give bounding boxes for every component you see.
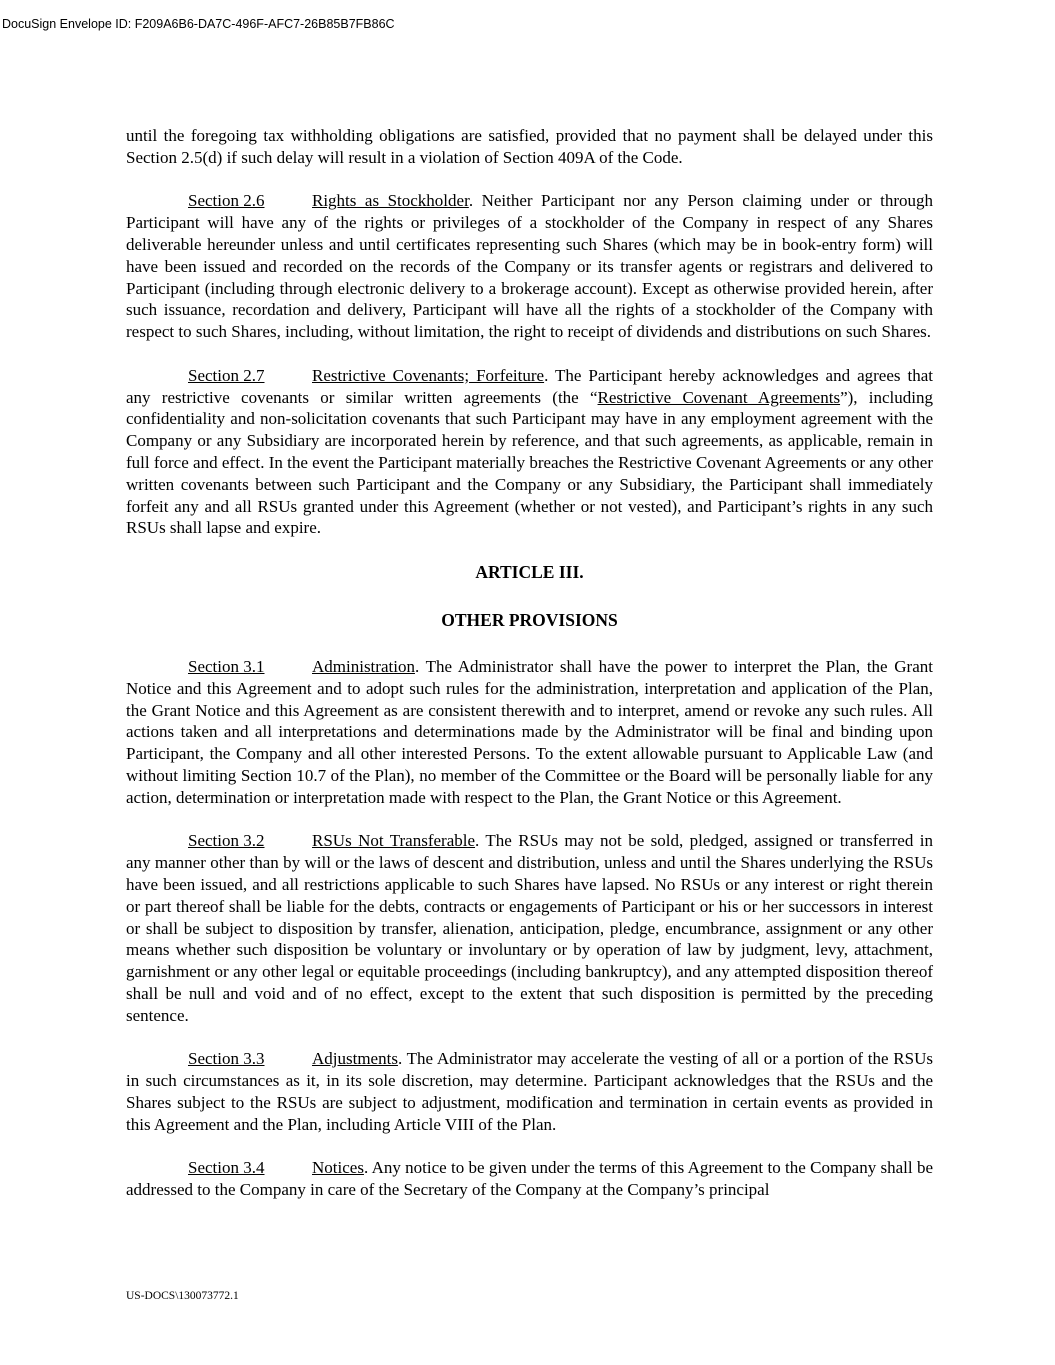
document-page — [126, 125, 933, 1223]
section-number: Section 2.7 — [188, 365, 265, 385]
section-title: Rights as Stockholder — [312, 191, 469, 211]
section-title: Notices — [312, 1158, 364, 1178]
article-heading: ARTICLE III. — [475, 561, 584, 582]
section-3-4 — [126, 1157, 933, 1201]
section-body: . The RSUs may not be sold, pledged, assigned or transferred in any manner other than by will or the laws of descent and distribution, unless and until the Shares underlying the RSUs have been issued, and all restrictions applicable to such Shares have lapsed. No RSUs or any interest or right therein or part thereof shall be liable for the debts, contracts or engagements of Participant or his or her successors in interest or shall be subject to disposition by transfer, alienation, anticipation, pledge, encumbrance, assignment or any other means whether such disposition be voluntary or involuntary or by operation of law by judgment, levy, attachment, garnishment or any other legal or equitable proceedings (including bankruptcy), and any attempted disposition thereof shall be null and void and of no effect, except to the extent that such disposition is permitted by the preceding sentence. — [126, 831, 933, 1025]
section-3-3 — [126, 1048, 933, 1135]
section-3-1 — [126, 656, 933, 809]
section-body: . The Participant hereby acknowledges and agrees that any restrictive covenants or similar written agreements (the “ — [126, 365, 933, 407]
section-number: Section 2.6 — [188, 191, 265, 211]
section-title: RSUs Not Transferable — [312, 831, 476, 851]
section-number: Section 3.1 — [188, 656, 265, 676]
article-title: OTHER PROVISIONS — [441, 609, 618, 630]
section-number: Section 3.4 — [188, 1158, 265, 1178]
defined-term: Restrictive Covenant Agreements — [597, 387, 841, 407]
section-title: Adjustments — [312, 1049, 398, 1069]
section-body-cont: ”), including confidentiality and non-solicitation covenants that such Participant may have in any employment agreement with the Company or any Subsidiary are incorporated herein by reference, and that such agreements, as applicable, remain in full force and effect. In the event the Participant materially breaches the Restrictive Covenant Agreements or any other written covenants between such Participant and the Company or any Subsidiary, the Participant shall immediately forfeit any and all RSUs granted under this Agreement (whether or not vested), and Participant’s rights in any such RSUs shall lapse and expire. — [126, 387, 933, 538]
section-3-2 — [126, 830, 933, 1026]
envelope-id: DocuSign Envelope ID: F209A6B6-DA7C-496F-AFC7-26B85B7FB86C — [2, 17, 395, 31]
section-number: Section 3.2 — [188, 831, 265, 851]
section-body: . The Administrator shall have the power to interpret the Plan, the Grant Notice and this Agreement and to adopt such rules for the administration, interpretation and application of the Plan, the Grant Notice and this Agreement as are consistent therewith and to interpret, amend or revoke any such rules. All actions taken and all interpretations and determinations made by the Administrator will be final and binding upon Participant, the Company and all other interested Persons. To the extent allowable pursuant to Applicable Law (and without limiting Section 10.7 of the Plan), no member of the Committee or the Board will be personally liable for any action, determination or interpretation made with respect to the Plan, the Grant Notice or this Agreement. — [126, 656, 933, 807]
section-body: . Neither Participant nor any Person claiming under or through Participant will have any of the rights or privileges of a stockholder of the Company in respect of any Shares deliverable hereunder unless and until certificates representing such Shares (which may be in book-entry form) will have been issued and recorded on the records of the Company or its transfer agents or registrars and delivered to Participant (including through electronic delivery to a brokerage account). Except as otherwise provided herein, after such issuance, recordation and delivery, Participant will have all the rights of a stockholder of the Company with respect to such Shares, including, without limitation, the right to receipt of dividends and distributions on such Shares. — [126, 191, 934, 342]
footer-doc-id: US-DOCS\130073772.1 — [126, 1290, 239, 1302]
section-number: Section 3.3 — [188, 1049, 265, 1069]
section-2-6 — [126, 190, 933, 343]
continuation-paragraph: until the foregoing tax withholding obligations are satisfied, provided that no payment shall be delayed under this Section 2.5(d) if such delay will result in a violation of Section 409A of the Code. — [126, 126, 933, 167]
section-2-7 — [126, 365, 933, 539]
section-title: Restrictive Covenants; Forfeiture — [312, 365, 545, 385]
section-body: . Any notice to be given under the terms of this Agreement to the Company shall be addressed to the Company in care of the Secretary of the Company at the Company’s principal — [126, 1158, 933, 1200]
section-body: . The Administrator may accelerate the vesting of all or a portion of the RSUs in such circumstances as it, in its sole discretion, may determine. Participant acknowledges that the RSUs and the Shares subject to the RSUs are subject to adjustment, modification and termination in certain events as provided in this Agreement and the Plan, including Article VIII of the Plan. — [126, 1049, 933, 1134]
section-title: Administration — [312, 656, 415, 676]
